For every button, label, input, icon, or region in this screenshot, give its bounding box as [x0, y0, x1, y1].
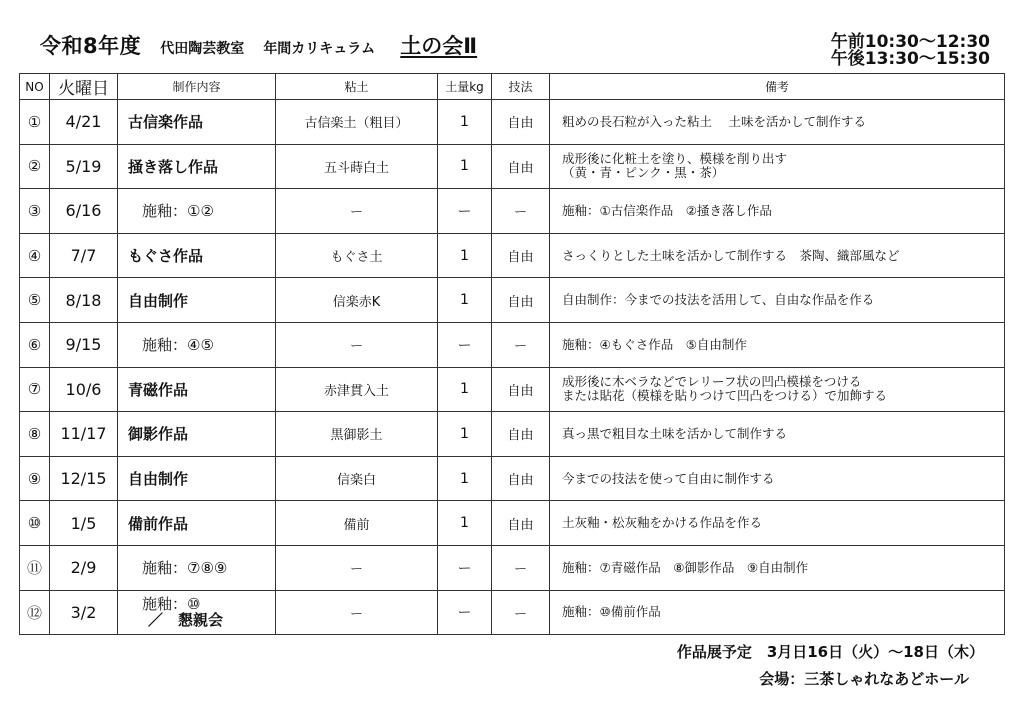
row-clay: もぐさ土 [276, 233, 438, 278]
row-technique: 自由 [492, 456, 550, 501]
row-number: ⑦ [20, 367, 50, 412]
row-note-line: 成形後に木ベラなどでレリーフ状の凹凸模様をつける [562, 374, 862, 390]
row-date: 7/7 [50, 233, 118, 278]
row-note: 施釉：⑦青磁作品 ⑧御影作品 ⑨自由制作 [550, 545, 1005, 590]
row-content: 青磁作品 [118, 367, 276, 412]
row-date: 1/5 [50, 501, 118, 546]
col-note: 備考 [550, 74, 1005, 100]
table-row [20, 100, 1005, 145]
curriculum-table [19, 73, 1005, 635]
row-technique: 自由 [492, 501, 550, 546]
row-number: ⑫ [20, 590, 50, 635]
row-amount: ー [438, 590, 492, 635]
row-clay: ー [276, 322, 438, 367]
curriculum-label: 年間カリキュラム [263, 41, 376, 57]
row-clay: 信楽白 [276, 456, 438, 501]
row-clay: ー [276, 189, 438, 234]
row-content: 施釉：①② [118, 189, 276, 234]
row-amount: 1 [438, 278, 492, 323]
table-row [20, 278, 1005, 323]
row-date: 3/2 [50, 590, 118, 635]
row-number: ⑪ [20, 545, 50, 590]
row-technique: 自由 [492, 233, 550, 278]
row-date: 10/6 [50, 367, 118, 412]
row-note: 今までの技法を使って自由に制作する [550, 456, 1005, 501]
row-number: ⑤ [20, 278, 50, 323]
row-clay: 黒御影土 [276, 412, 438, 457]
row-number: ⑨ [20, 456, 50, 501]
col-technique: 技法 [492, 74, 550, 100]
table-row [20, 233, 1005, 278]
row-content: 施釉：④⑤ [118, 322, 276, 367]
row-number: ④ [20, 233, 50, 278]
exhibition-venue: 会場：三茶しゃれなあどホール [759, 670, 969, 688]
row-note: 施釉：⑩備前作品 [550, 590, 1005, 635]
row-clay: 備前 [276, 501, 438, 546]
row-note: 施釉：④もぐさ作品 ⑤自由制作 [550, 322, 1005, 367]
row-technique: ー [492, 322, 550, 367]
row-content: 御影作品 [118, 412, 276, 457]
row-amount: 1 [438, 100, 492, 145]
row-amount: 1 [438, 367, 492, 412]
row-amount: ー [438, 322, 492, 367]
row-date: 8/18 [50, 278, 118, 323]
row-content-line2: ／ 懇親会 [148, 611, 224, 630]
row-technique: 自由 [492, 278, 550, 323]
table-row [20, 456, 1005, 501]
row-date: 5/19 [50, 144, 118, 189]
row-number: ⑥ [20, 322, 50, 367]
row-content: 施釉：⑦⑧⑨ [118, 545, 276, 590]
col-no: NO [20, 74, 50, 100]
time-afternoon: 午後13:30～15:30 [830, 49, 990, 69]
row-note: 粗めの長石粒が入った粘土 土味を活かして制作する [550, 100, 1005, 145]
table-row [20, 412, 1005, 457]
row-content: 自由制作 [118, 278, 276, 323]
class-times [831, 34, 990, 68]
row-technique: ー [492, 189, 550, 234]
row-content: 備前作品 [118, 501, 276, 546]
row-clay: 古信楽土（粗目） [276, 100, 438, 145]
col-day: 火曜日 [50, 74, 118, 100]
row-note [550, 367, 1005, 412]
row-note [550, 144, 1005, 189]
row-clay: ー [276, 590, 438, 635]
row-amount: ー [438, 545, 492, 590]
row-date: 12/15 [50, 456, 118, 501]
row-note-line: または貼花（模様を貼りつけて凹凸をつける）で加飾する [562, 388, 888, 404]
col-content: 制作内容 [118, 74, 276, 100]
row-clay: 五斗蒔白土 [276, 144, 438, 189]
row-amount: 1 [438, 456, 492, 501]
row-content: 自由制作 [118, 456, 276, 501]
row-date: 6/16 [50, 189, 118, 234]
row-number: ③ [20, 189, 50, 234]
row-note: 真っ黒で粗目な土味を活かして制作する [550, 412, 1005, 457]
time-morning: 午前10:30～12:30 [830, 32, 990, 52]
year-title: 令和8年度 [40, 34, 142, 58]
table-row [20, 545, 1005, 590]
row-clay: 赤津貫入土 [276, 367, 438, 412]
row-date: 11/17 [50, 412, 118, 457]
row-clay: 信楽赤K [276, 278, 438, 323]
row-note: 施釉：①古信楽作品 ②掻き落し作品 [550, 189, 1005, 234]
row-technique: 自由 [492, 144, 550, 189]
table-row [20, 144, 1005, 189]
row-note: 自由制作：今までの技法を活用して、自由な作品を作る [550, 278, 1005, 323]
col-clay: 粘土 [276, 74, 438, 100]
row-technique: 自由 [492, 367, 550, 412]
row-number: ⑩ [20, 501, 50, 546]
row-note: さっくりとした土味を活かして制作する 茶陶、織部風など [550, 233, 1005, 278]
row-note-line: （黄・青・ピンク・黒・茶） [562, 165, 725, 181]
table-row [20, 189, 1005, 234]
page-title [40, 30, 477, 62]
row-technique: ー [492, 590, 550, 635]
row-technique: ー [492, 545, 550, 590]
row-number: ① [20, 100, 50, 145]
row-amount: 1 [438, 412, 492, 457]
row-note: 土灰釉・松灰釉をかける作品を作る [550, 501, 1005, 546]
row-technique: 自由 [492, 412, 550, 457]
table-header [20, 74, 1005, 100]
group-name: 土の会Ⅱ [400, 34, 478, 58]
col-amount: 土量kg [438, 74, 492, 100]
row-content: 古信楽作品 [118, 100, 276, 145]
row-content [118, 590, 276, 635]
row-date: 9/15 [50, 322, 118, 367]
table-row [20, 322, 1005, 367]
row-date: 4/21 [50, 100, 118, 145]
table-row [20, 501, 1005, 546]
row-amount: 1 [438, 233, 492, 278]
exhibition-schedule: 作品展予定 3月日16日（火）～18日（木） [676, 643, 984, 661]
row-content: 掻き落し作品 [118, 144, 276, 189]
row-amount: 1 [438, 144, 492, 189]
table-row [20, 590, 1005, 635]
table-row [20, 367, 1005, 412]
row-amount: ー [438, 189, 492, 234]
row-technique: 自由 [492, 100, 550, 145]
row-number: ⑧ [20, 412, 50, 457]
row-note-line: 成形後に化粧土を塗り、模様を削り出す [562, 151, 788, 167]
row-number: ② [20, 144, 50, 189]
row-amount: 1 [438, 501, 492, 546]
row-content: もぐさ作品 [118, 233, 276, 278]
row-date: 2/9 [50, 545, 118, 590]
school-name: 代田陶芸教室 [160, 41, 245, 57]
row-content-line1: 施釉：⑩ [142, 595, 201, 614]
row-clay: ー [276, 545, 438, 590]
